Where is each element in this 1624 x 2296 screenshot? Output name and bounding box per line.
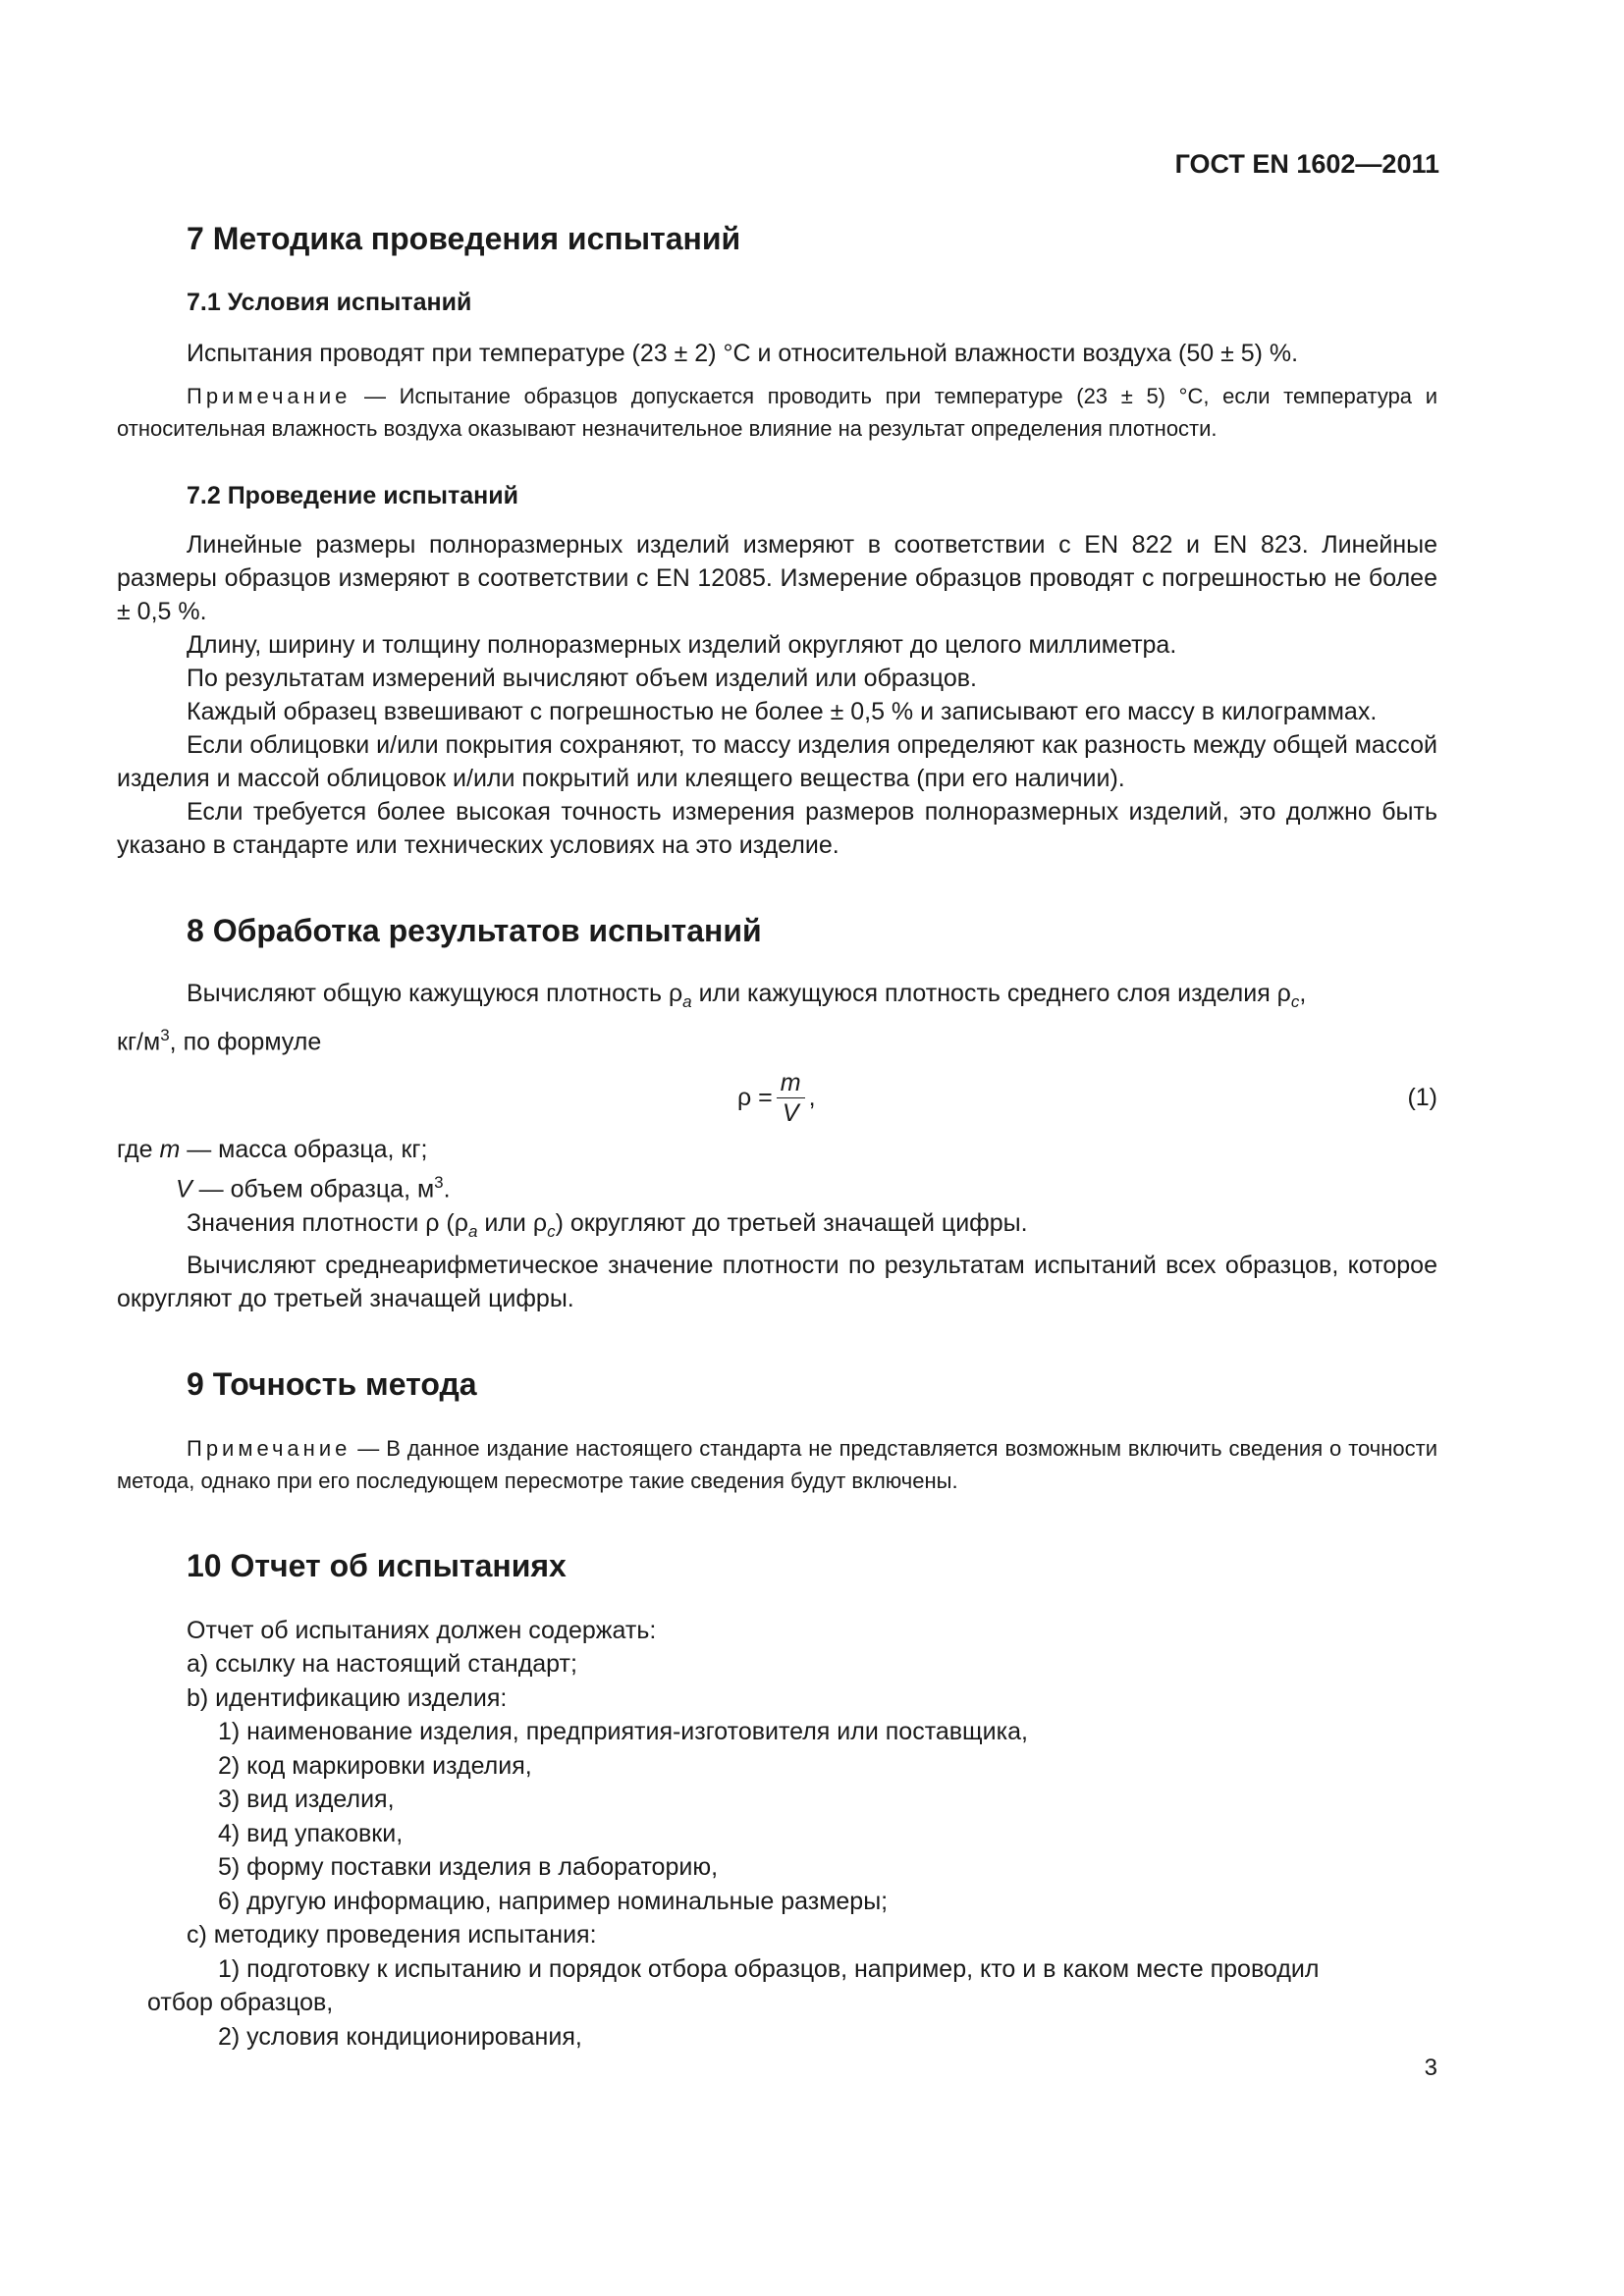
- unit-sup: 3: [160, 1026, 170, 1044]
- paragraph: Если облицовки и/или покрытия сохраняют, то массу изделия определяют как разность между общей массой изделия и массой облицовок и/или покрытий или клеящего вещества (при его наличии).: [117, 731, 1437, 792]
- subscript-c: c: [1290, 992, 1300, 1011]
- section-7-1-note: [117, 380, 1437, 445]
- where-word: где: [117, 1136, 153, 1164]
- paragraph: Линейные размеры полноразмерных изделий измеряют в соответствии с EN 822 и EN 823. Линейные размеры образцов измеряют в соответствии с EN 12085. Измерение образцов проводят с погрешностью не более ± 0,5 %.: [117, 531, 1437, 625]
- intro-text: ,: [1299, 980, 1307, 1007]
- list-item: a) ссылку на настоящий стандарт;: [187, 1650, 577, 1679]
- legend-end: .: [443, 1175, 451, 1203]
- round-text: ) округляют до третьей значащей цифры.: [555, 1208, 1028, 1237]
- formula-numerator: m: [777, 1068, 805, 1098]
- list-item: c) методику проведения испытания:: [187, 1921, 597, 1949]
- symbol-m: m: [159, 1136, 181, 1164]
- formula-expression: [737, 1068, 816, 1128]
- subscript-c: c: [547, 1221, 556, 1241]
- section-7-2-body: [117, 528, 1437, 862]
- section-9-title: 9 Точность метода: [187, 1365, 477, 1402]
- symbol-v: V: [176, 1175, 192, 1203]
- intro-tail: , по формуле: [169, 1028, 322, 1056]
- section-8-intro: [117, 977, 1437, 1019]
- note-label: Примечание: [187, 384, 352, 408]
- legend-row-v: [117, 1166, 1437, 1205]
- section-7-1-text: Испытания проводят при температуре (23 ± 2) °С и относительной влажности воздуха (50 ± 5) %.: [187, 340, 1299, 367]
- list-subitem: 2) код маркировки изделия,: [218, 1751, 532, 1780]
- formula-fraction: [777, 1068, 805, 1128]
- formula-number: (1): [1407, 1084, 1437, 1112]
- list-subitem: 2) условия кондиционирования,: [218, 2022, 582, 2051]
- report-contents-list: [117, 1614, 1437, 2055]
- list-subitem: 1) наименование изделия, предприятия-изготовителя или поставщика,: [218, 1718, 1028, 1746]
- list-subitem: 6) другую информацию, например номинальные размеры;: [218, 1887, 889, 1915]
- document-code: ГОСТ EN 1602—2011: [1174, 149, 1439, 179]
- list-subitem: 4) вид упаковки,: [218, 1819, 404, 1847]
- formula-lhs: ρ =: [737, 1084, 773, 1112]
- formula-tail: ,: [808, 1084, 816, 1112]
- formula-legend: [117, 1133, 1437, 1205]
- section-9-note: [117, 1432, 1437, 1497]
- paragraph: Каждый образец взвешивают с погрешностью не более ± 0,5 % и записывают его массу в килограммах.: [187, 698, 1378, 725]
- legend-desc: — объем образца, м: [191, 1175, 435, 1203]
- section-8-intro-unit: [117, 1019, 1437, 1058]
- note-text: — Испытание образцов допускается проводить при температуре (23 ± 5) °С, если температура и относительная влажность воздуха оказывают незначительное влияние на результат определения плотности.: [117, 384, 1437, 441]
- list-subitem: 5) форму поставки изделия в лабораторию,: [218, 1853, 719, 1882]
- legend-desc: — масса образца, кг;: [180, 1136, 428, 1164]
- intro-text: или кажущуюся плотность среднего слоя изделия ρ: [691, 980, 1291, 1007]
- paragraph: Если требуется более высокая точность измерения размеров полноразмерных изделий, это должно быть указано в стандарте или технических условиях на это изделие.: [117, 798, 1437, 859]
- intro-text: Вычисляют общую кажущуюся плотность ρ: [187, 980, 683, 1007]
- list-subitem: 1) подготовку к испытанию и порядок отбора образцов, например, кто и в каком месте проводил: [218, 1954, 1320, 1983]
- round-text: Значения плотности ρ (ρ: [187, 1208, 468, 1237]
- subscript-a: a: [467, 1221, 478, 1241]
- round-text: или ρ: [477, 1208, 548, 1237]
- unit-text: кг/м: [117, 1028, 161, 1056]
- list-subitem-continuation: отбор образцов,: [147, 1989, 334, 2017]
- subscript-a: a: [682, 992, 692, 1011]
- list-item: Отчет об испытаниях должен содержать:: [187, 1616, 657, 1644]
- section-8-title: 8 Обработка результатов испытаний: [187, 913, 762, 948]
- section-7-2-title: 7.2 Проведение испытаний: [187, 482, 518, 509]
- page-content: [117, 221, 1437, 2054]
- section-10-title: 10 Отчет об испытаниях: [187, 1547, 567, 1583]
- paragraph: Длину, ширину и толщину полноразмерных изделий округляют до целого миллиметра.: [187, 631, 1177, 659]
- formula-1: [117, 1058, 1437, 1133]
- section-7-title: 7 Методика проведения испытаний: [187, 221, 741, 256]
- section-7-1-title: 7.1 Условия испытаний: [187, 289, 472, 316]
- note-label: Примечание: [187, 1435, 352, 1461]
- section-8-rounding: [117, 1206, 1437, 1249]
- list-item: b) идентификацию изделия:: [187, 1683, 508, 1712]
- paragraph: По результатам измерений вычисляют объем изделий или образцов.: [187, 665, 977, 692]
- section-8-mean: Вычисляют среднеарифметическое значение плотности по результатам испытаний всех образцов, которое округляют до третьей значащей цифры.: [117, 1251, 1437, 1312]
- formula-denominator: V: [782, 1099, 799, 1128]
- legend-sup: 3: [434, 1173, 444, 1193]
- legend-row-m: [117, 1133, 1437, 1166]
- list-subitem: 3) вид изделия,: [218, 1786, 395, 1814]
- page-number: 3: [1424, 2055, 1437, 2081]
- note-text: — В данное издание настоящего стандарта не представляется возможным включить сведения о точности метода, однако при его последующем пересмотре такие сведения будут включены.: [117, 1435, 1437, 1493]
